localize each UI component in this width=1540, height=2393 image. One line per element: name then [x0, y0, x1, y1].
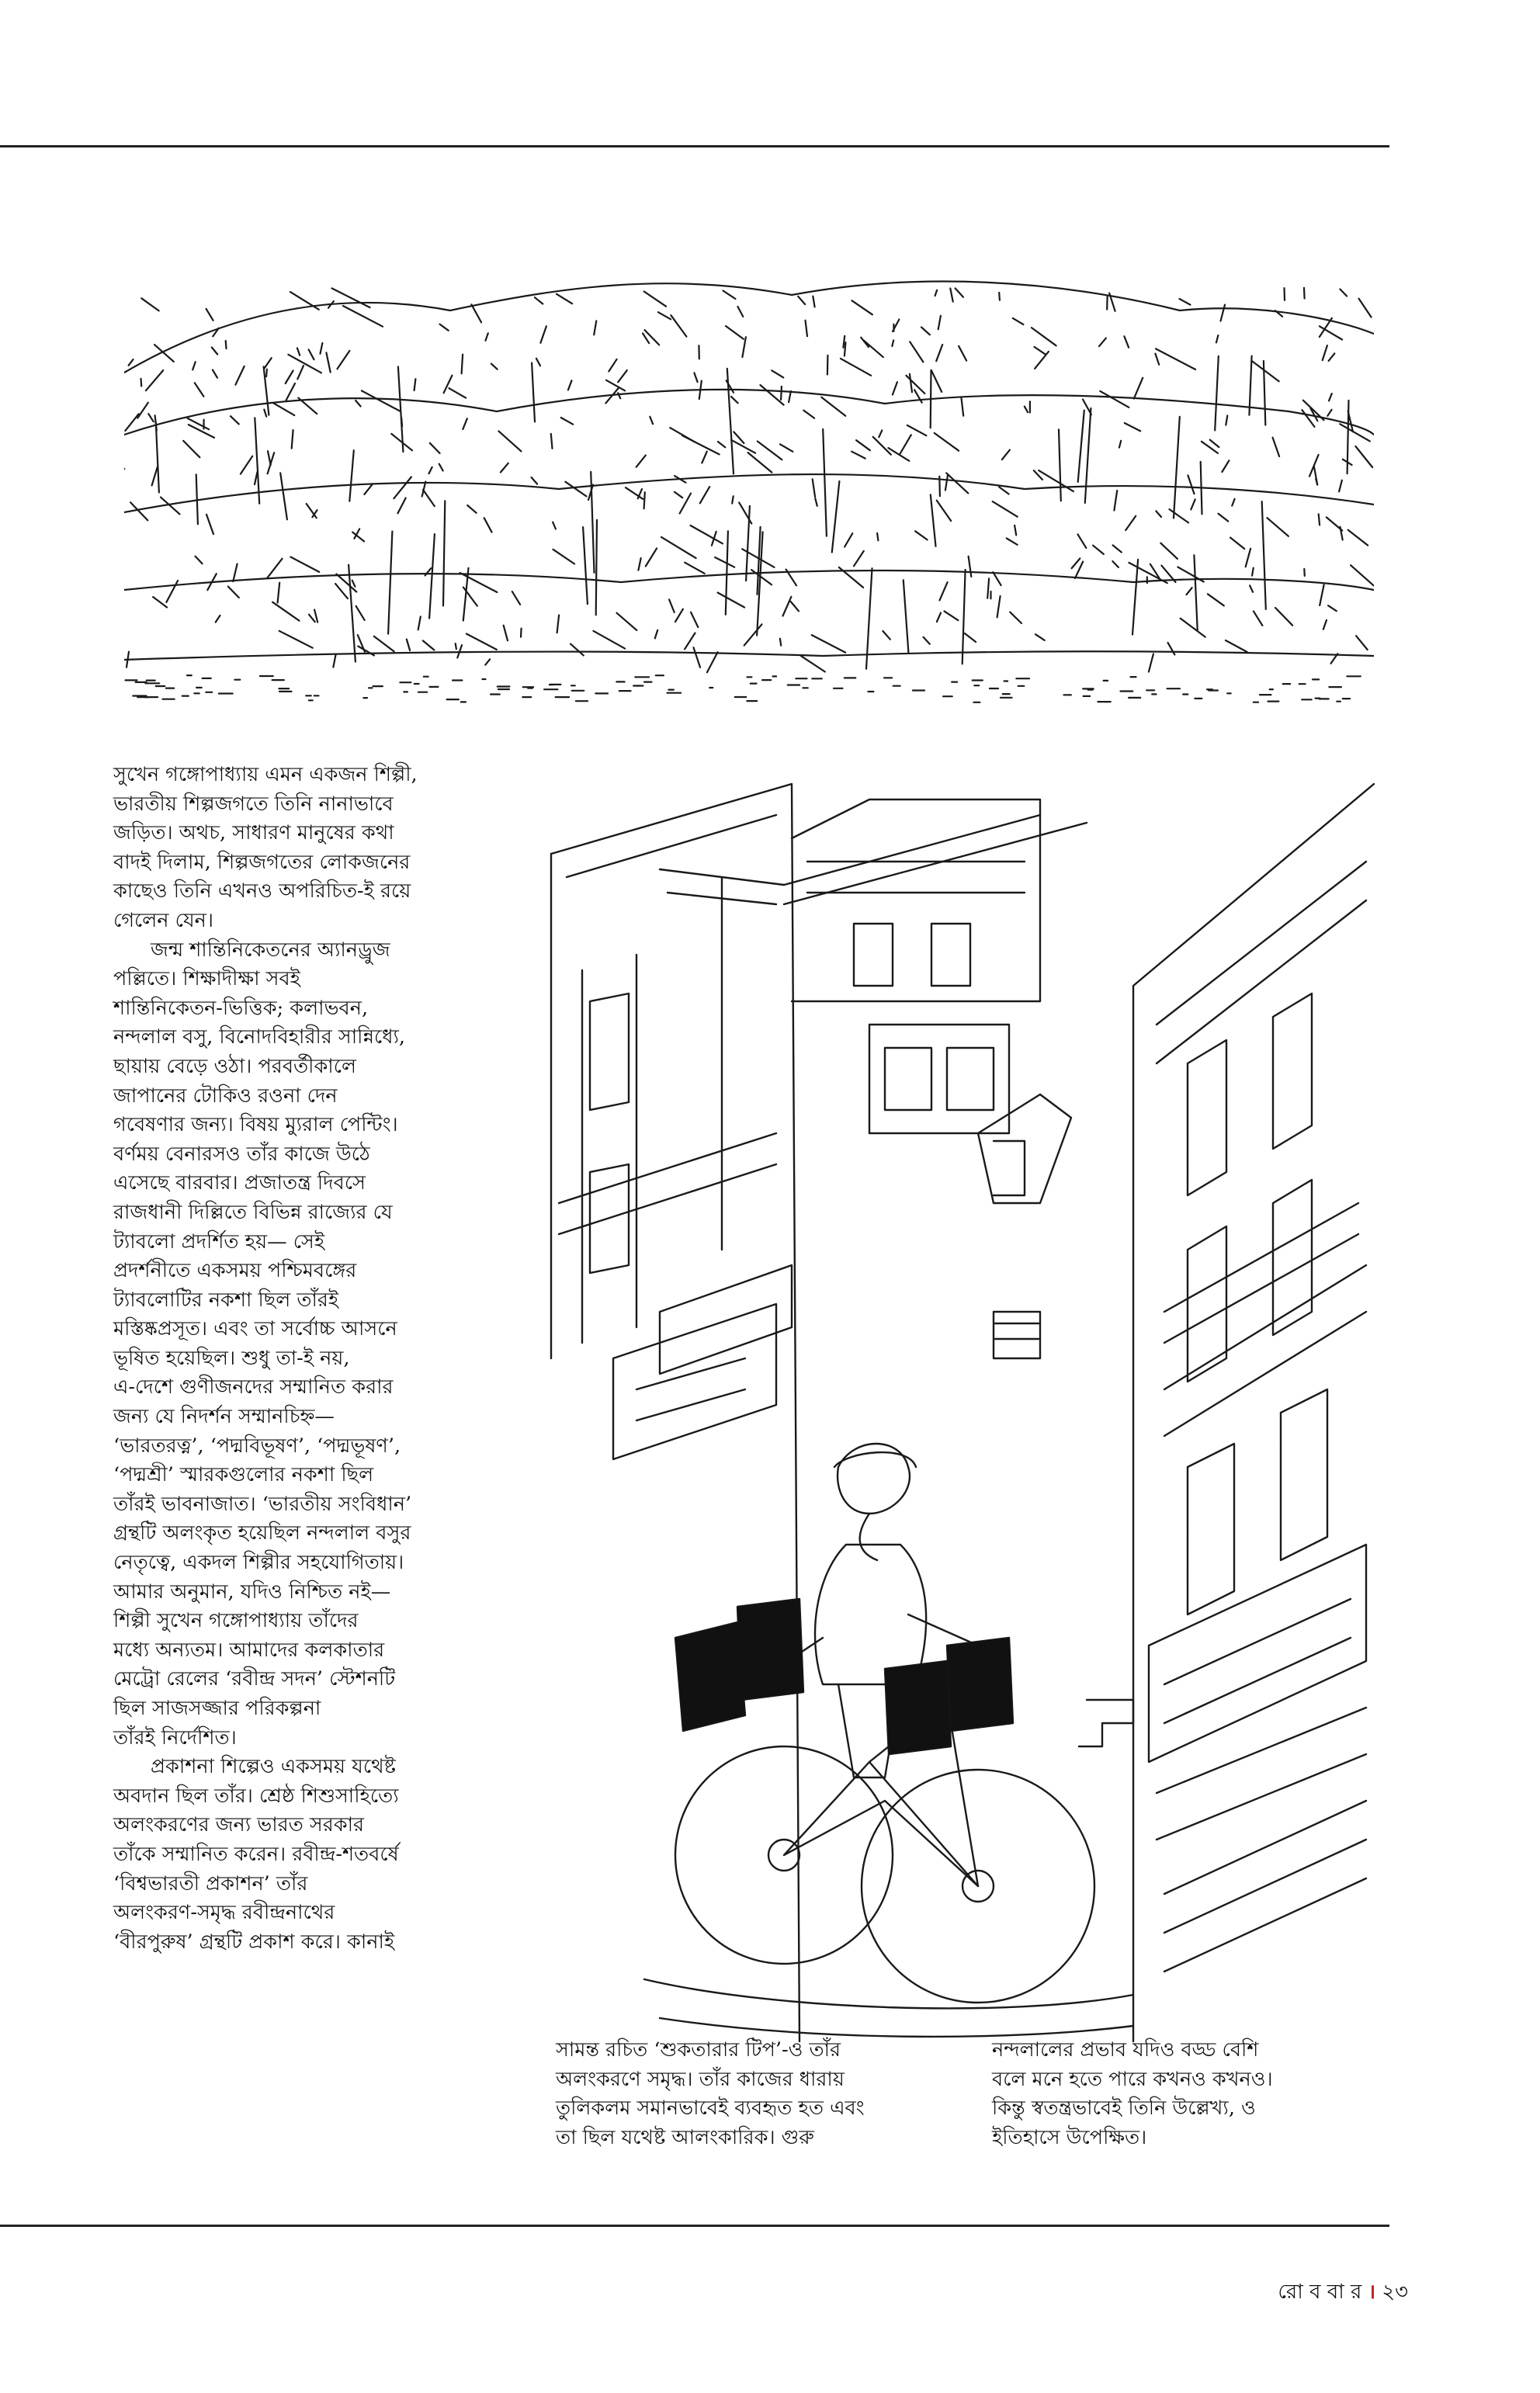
left-text-column [113, 761, 548, 1957]
paragraph [113, 761, 548, 936]
text-line: ট্যাবলোটির নকশা ছিল তাঁরই [113, 1288, 339, 1312]
text-line: ইতিহাসে উপেক্ষিত। [992, 2125, 1147, 2149]
text-line: ‘পদ্মশ্রী’ স্মারকগুলোর নকশা ছিল [113, 1463, 374, 1487]
text-line: বর্ণময় বেনারসও তাঁর কাজে উঠে [113, 1142, 370, 1166]
text-line: শান্তিনিকেতন-ভিত্তিক; কলাভবন, [113, 996, 369, 1020]
text-line: পল্লিতে। শিক্ষাদীক্ষা সবই [113, 967, 300, 991]
text-line: মেট্রো রেলের ‘রবীন্দ্র সদন’ স্টেশনটি [113, 1667, 396, 1691]
text-line: ‘বীরপুরুষ’ গ্রন্থটি প্রকাশ করে। কানাই [113, 1930, 395, 1954]
text-line: তুলিকলম সমানভাবেই ব্যবহৃত হত এবং [556, 2096, 865, 2121]
text-line: মধ্যে অন্যতম। আমাদের কলকাতার [113, 1638, 385, 1662]
text-line: জাপানের টোকিও রওনা দেন [113, 1084, 338, 1108]
text-line: সামন্ত রচিত ‘শুকতারার টিপ’-ও তাঁর [556, 2038, 841, 2062]
text-line: কাছেও তিনি এখনও অপরিচিত-ই রয়ে [113, 879, 411, 903]
top-rule [0, 145, 1389, 147]
bottom-rule [0, 2225, 1389, 2227]
paragraph [113, 936, 548, 1753]
street-cyclist-illustration [543, 768, 1382, 2049]
text-line: ‘ভারতরত্ন’, ‘পদ্মবিভূষণ’, ‘পদ্মভূষণ’, [113, 1434, 401, 1458]
text-line: ‘বিশ্বভারতী প্রকাশন’ তাঁর [113, 1871, 308, 1895]
text-line: অলংকরণে সমৃদ্ধ। তাঁর কাজের ধারায় [556, 2067, 845, 2091]
text-line: অবদান ছিল তাঁর। শ্রেষ্ঠ শিশুসাহিত্যে [113, 1784, 399, 1808]
text-line: কিন্তু স্বতন্ত্রভাবেই তিনি উল্লেখ্য, ও [992, 2096, 1256, 2121]
text-line: ভারতীয় শিল্পজগতে তিনি নানাভাবে [113, 792, 394, 816]
text-line: ভূষিত হয়েছিল। শুধু তা-ই নয়, [113, 1346, 350, 1370]
text-line: ছায়ায় বেড়ে ওঠা। পরবর্তীকালে [113, 1054, 356, 1078]
text-line: বাদই দিলাম, শিল্পজগতের লোকজনের [113, 850, 411, 874]
landscape-illustration [124, 256, 1374, 706]
paragraph [113, 1753, 548, 1957]
text-line: আমার অনুমান, যদিও নিশ্চিত নই— [113, 1580, 391, 1604]
text-line: নেতৃত্বে, একদল শিল্পীর সহযোগিতায়। [113, 1551, 404, 1575]
text-line: তা ছিল যথেষ্ট আলংকারিক। গুরু [556, 2125, 814, 2149]
magazine-name: রো ব বা র [1278, 2280, 1362, 2304]
text-line: প্রদর্শনীতে একসময় পশ্চিমবঙ্গের [113, 1259, 357, 1283]
page-footer [1278, 2276, 1408, 2310]
text-line: এসেছে বারবার। প্রজাতন্ত্র দিবসে [113, 1171, 366, 1195]
page-number: ২৩ [1382, 2280, 1408, 2304]
text-line: প্রকাশনা শিল্পেও একসময় যথেষ্ট [151, 1755, 396, 1779]
text-line: অলংকরণ-সমৃদ্ধ রবীন্দ্রনাথের [113, 1901, 335, 1925]
text-line: অলংকরণের জন্য ভারত সরকার [113, 1813, 365, 1837]
text-line: রাজধানী দিল্লিতে বিভিন্ন রাজ্যের যে [113, 1200, 393, 1224]
text-line: তাঁকে সম্মানিত করেন। রবীন্দ্র-শতবর্ষে [113, 1842, 399, 1866]
text-line: গেলেন যেন। [113, 908, 214, 932]
text-line: শিল্পী সুখেন গঙ্গোপাধ্যায় তাঁদের [113, 1609, 359, 1633]
right-text-column [992, 2036, 1380, 2152]
text-line: সুখেন গঙ্গোপাধ্যায় এমন একজন শিল্পী, [113, 763, 418, 786]
footer-separator: । [1368, 2280, 1376, 2304]
text-line: গ্রন্থটি অলংকৃত হয়েছিল নন্দলাল বসুর [113, 1521, 411, 1545]
text-line: নন্দলাল বসু, বিনোদবিহারীর সান্নিধ্যে, [113, 1025, 406, 1049]
text-line: নন্দলালের প্রভাব যদিও বড্ড বেশি [992, 2038, 1259, 2062]
text-line: এ-দেশে গুণীজনদের সম্মানিত করার [113, 1375, 394, 1399]
text-line: তাঁরই ভাবনাজাত। ‘ভারতীয় সংবিধান’ [113, 1492, 412, 1516]
text-line: জড়িত। অথচ, সাধারণ মানুষের কথা [113, 821, 394, 845]
text-line: ট্যাবলো প্রদর্শিত হয়— সেই [113, 1229, 325, 1254]
text-line: মস্তিষ্কপ্রসূত। এবং তা সর্বোচ্চ আসনে [113, 1317, 397, 1341]
text-line: ছিল সাজসজ্জার পরিকল্পনা [113, 1697, 321, 1720]
middle-text-column [556, 2036, 975, 2152]
text-line: বলে মনে হতে পারে কখনও কখনও। [992, 2067, 1273, 2091]
text-line: গবেষণার জন্য। বিষয় ম্যুরাল পেন্টিং। [113, 1113, 398, 1137]
text-line: জন্য যে নিদর্শন সম্মানচিহ্ন— [113, 1405, 335, 1429]
text-line: জন্ম শান্তিনিকেতনের অ্যানড্রুজ [151, 938, 390, 962]
text-line: তাঁরই নির্দেশিত। [113, 1725, 237, 1750]
